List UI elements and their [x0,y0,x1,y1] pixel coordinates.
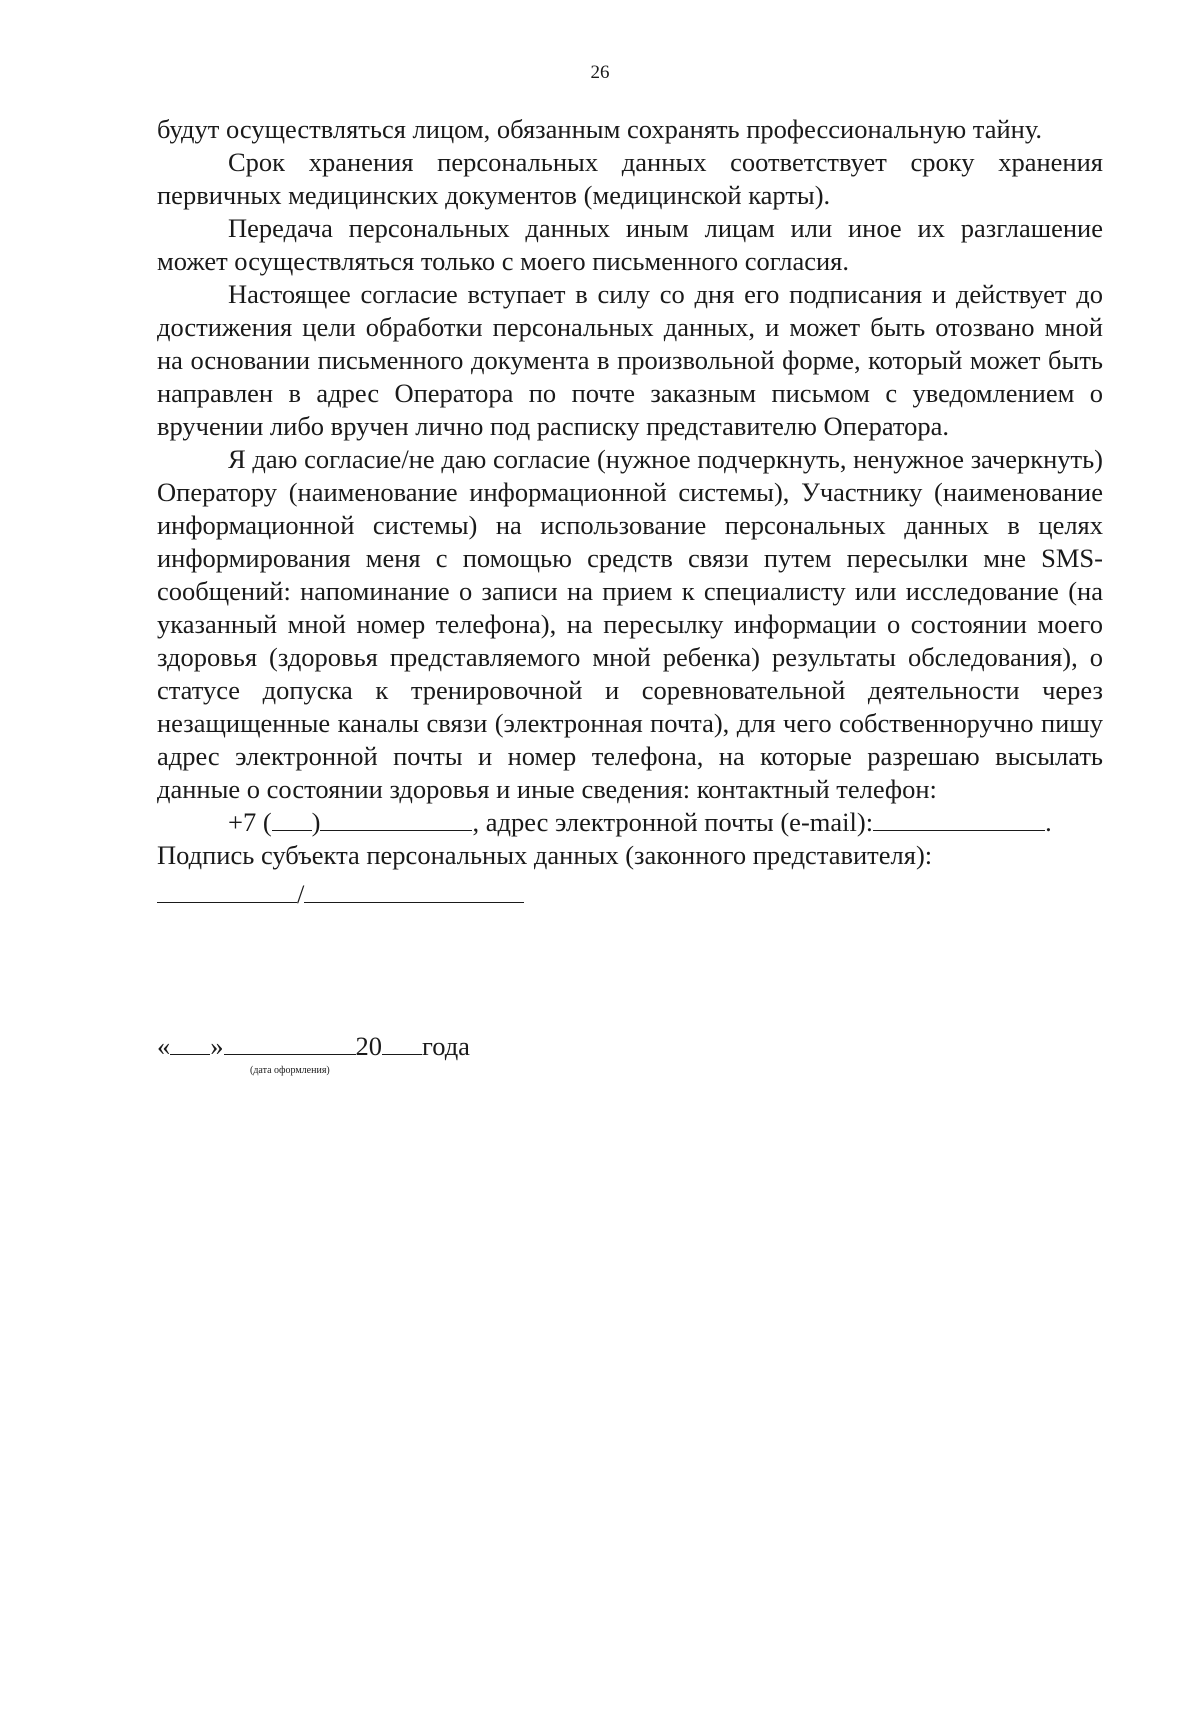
paragraph-validity: Настоящее согласие вступает в силу со дня его подписания и действует до достижения цели обработки персональных данных, и может быть отозвано мной на основании письменного документа в произвольной форме, который может быть направлен в адрес Оператора по почте заказным письмом с уведомлением о вручении либо вручен лично под расписку представителю Оператора. [157,279,1103,441]
signature-line [157,878,1103,911]
phone-code-field[interactable] [272,806,312,831]
signature-label: Подпись субъекта персональных данных (законного представителя): [157,840,933,870]
date-month-field[interactable] [224,1030,356,1055]
phone-paren-close: ) [311,807,321,837]
email-label: , адрес электронной почты (e-mail): [472,807,874,837]
paragraph-confidentiality: будут осуществляться лицом, обязанным сохранять профессиональную тайну. [157,114,1043,144]
phone-number-field[interactable] [320,806,472,831]
date-day-field[interactable] [170,1030,210,1055]
email-field[interactable] [873,806,1045,831]
end-period: . [1045,807,1052,837]
paragraph-consent-sms: Я даю согласие/не даю согласие (нужное подчеркнуть, ненужное зачеркнуть) Оператору (наименование информационной системы), Участнику (наименование информационной системы) на использование персональных данных в целях информирования меня с помощью средств связи путем пересылки мне SMS-сообщений: напоминание о записи на прием к специалисту или исследование (на указанный мной номер телефона), на пересылку информации о состоянии моего здоровья (здоровья представляемого мной ребенка) результаты обследования), о статусе допуска к тренировочной и соревновательной деятельности через незащищенные каналы связи (электронная почта), для чего собственноручно пишу адрес электронной почты и номер телефона, на которые разрешаю высылать данные о состоянии здоровья и иные сведения: контактный телефон: [157,444,1103,804]
date-caption: (дата оформления) [250,1065,330,1076]
date-century: 20 [355,1031,382,1061]
date-open-quote: « [157,1031,171,1061]
phone-prefix: +7 ( [228,807,272,837]
contact-line [157,806,1103,839]
date-year-field[interactable] [382,1030,422,1055]
paragraph-transfer: Передача персональных данных иным лицам или иное их разглашение может осуществляться только с моего письменного согласия. [157,213,1103,276]
document-body [157,113,1103,911]
date-close-quote: » [210,1031,224,1061]
signature-field[interactable] [157,878,297,903]
date-line [157,1030,470,1063]
signature-name-field[interactable] [304,878,524,903]
date-year-word: года [422,1031,470,1061]
signature-separator: / [297,879,305,909]
paragraph-storage-term: Срок хранения персональных данных соответствует сроку хранения первичных медицинских документов (медицинской карты). [157,147,1103,210]
page-number: 26 [590,62,610,83]
